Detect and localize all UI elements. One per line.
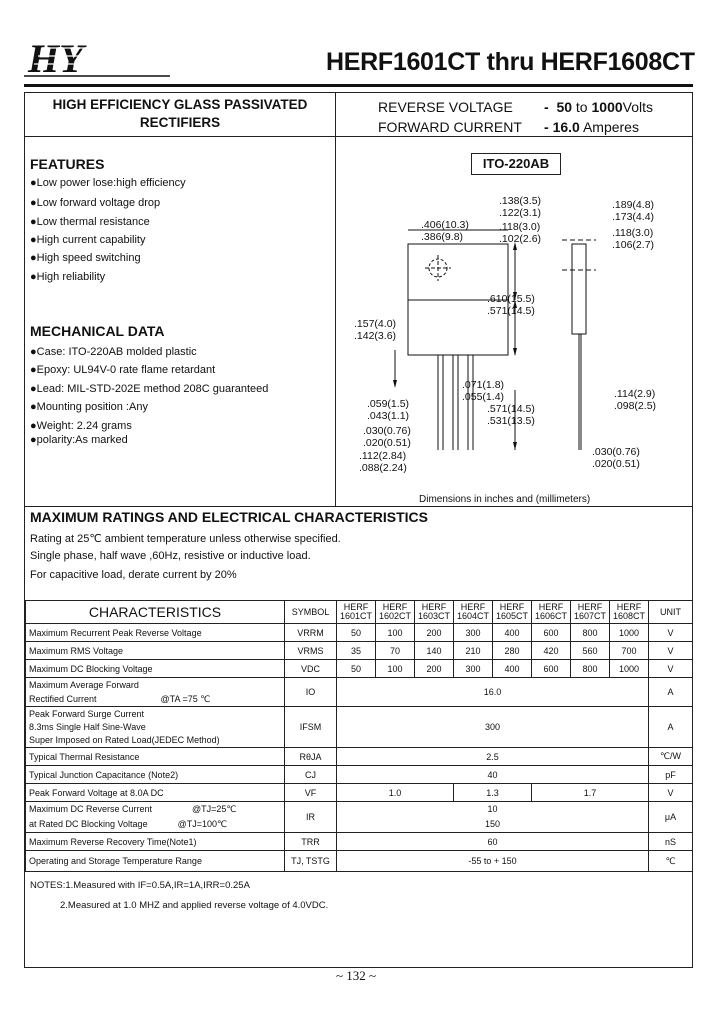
dim-label: .059(1.5) .043(1.1) — [367, 398, 410, 422]
package-body-top — [408, 244, 508, 300]
dim-label: .030(0.76) .020(0.51) — [363, 425, 411, 449]
feature-item: ●Low power lose:high efficiency — [30, 177, 186, 189]
forward-current-rating — [378, 117, 653, 137]
header-part: HERF 1603CT — [415, 601, 454, 624]
mechanical-item: ●Epoxy: UL94V-0 rate flame retardant — [30, 364, 216, 376]
dim-label: .030(0.76) .020(0.51) — [592, 446, 640, 470]
table-row-surge-current: Peak Forward Surge Current 8.3ms Single Half Sine-Wave Super Imposed on Rated Load(JEDEC Method) IFSM 300 A — [26, 707, 693, 748]
header-part: HERF 1605CT — [493, 601, 532, 624]
dim-label: .118(3.0) .102(2.6) — [499, 221, 542, 245]
brand-logo-text: HY — [28, 36, 84, 80]
reverse-voltage-min: 50 — [556, 99, 573, 115]
dim-label: .189(4.8) .173(4.4) — [612, 199, 655, 223]
characteristics-table — [25, 600, 693, 872]
header-part: HERF 1602CT — [376, 601, 415, 624]
mechanical-item: ●Lead: MIL-STD-202E method 208C guaranteed — [30, 383, 269, 395]
ratings-note: For capacitive load, derate current by 20% — [30, 569, 237, 581]
mechanical-item: ●polarity:As marked — [30, 434, 128, 446]
mechanical-title: MECHANICAL DATA — [30, 323, 165, 339]
dimension-arrow — [513, 348, 517, 356]
ratings-note: Single phase, half wave ,60Hz, resistive or inductive load. — [30, 550, 311, 562]
forward-current-dash: - — [544, 119, 549, 135]
table-row: Maximum Recurrent Peak Reverse Voltage VRRM 50 100 200 300 400 600 800 1000 V — [26, 624, 693, 642]
table-row-recovery-time: Maximum Reverse Recovery Time(Note1) TRR 60 nS — [26, 833, 693, 851]
reverse-voltage-label: REVERSE VOLTAGE — [378, 99, 513, 115]
feature-item: ●High current capability — [30, 234, 146, 246]
ratings-title: MAXIMUM RATINGS AND ELECTRICAL CHARACTERISTICS — [30, 509, 428, 525]
dim-label: .114(2.9) .098(2.5) — [614, 388, 657, 412]
product-line-2: RECTIFIERS — [139, 115, 221, 130]
table-row-forward-voltage: Peak Forward Voltage at 8.0A DC VF 1.0 1.3 1.7 V — [26, 784, 693, 802]
mechanical-item: ●Case: ITO-220AB molded plastic — [30, 346, 197, 358]
dim-label: .118(3.0) .106(2.7) — [612, 227, 655, 251]
table-row: Maximum RMS Voltage VRMS 35 70 140 210 280 420 560 700 V — [26, 642, 693, 660]
feature-item: ●High speed switching — [30, 252, 141, 264]
reverse-voltage-unit: Volts — [622, 99, 654, 115]
header-characteristics: CHARACTERISTICS — [26, 601, 285, 624]
reverse-voltage-dash: - — [544, 99, 549, 115]
table-row-reverse-current: Maximum DC Reverse Current @TJ=25℃ at Rated DC Blocking Voltage @TJ=100℃ IR 10 150 μA — [26, 802, 693, 833]
dim-label: .112(2.84) .088(2.24) — [359, 450, 407, 474]
table-row-junction-capacitance: Typical Junction Capacitance (Note2) CJ 40 pF — [26, 766, 693, 784]
title-rule — [24, 84, 693, 87]
table-row-temperature-range: Operating and Storage Temperature Range TJ, TSTG -55 to + 150 ℃ — [26, 851, 693, 872]
key-ratings — [378, 97, 653, 137]
feature-item: ●High reliability — [30, 271, 106, 283]
reverse-voltage-rating — [378, 97, 653, 117]
brand-logo — [22, 36, 172, 80]
forward-current-unit: Amperes — [582, 119, 639, 135]
dimension-arrow — [513, 442, 517, 450]
dim-label: .571(14.5) .531(13.5) — [487, 403, 535, 427]
header-symbol: SYMBOL — [285, 601, 337, 624]
header-unit: UNIT — [649, 601, 693, 624]
dim-label: .406(10.3) .386(9.8) — [421, 219, 469, 243]
divider-ratings — [25, 506, 692, 507]
feature-item: ●Low thermal resistance — [30, 216, 150, 228]
dim-label: .157(4.0) .142(3.6) — [354, 318, 397, 342]
package-name: ITO-220AB — [471, 153, 561, 175]
header-part: HERF 1607CT — [571, 601, 610, 624]
header-part: HERF 1604CT — [454, 601, 493, 624]
table-row-average-forward-current: Maximum Average Forward Rectified Current @TA =75 ℃ IO 16.0 A — [26, 678, 693, 707]
forward-current-label: FORWARD CURRENT — [378, 119, 522, 135]
ratings-note: Rating at 25℃ ambient temperature unless otherwise specified. — [30, 533, 341, 545]
header-part: HERF 1601CT — [337, 601, 376, 624]
dimensions-caption: Dimensions in inches and (millimeters) — [419, 494, 591, 505]
mechanical-item: ●Mounting position :Any — [30, 401, 148, 413]
notes-line-2: 2.Measured at 1.0 MHZ and applied reverse voltage of 4.0VDC. — [60, 900, 329, 911]
product-line-1: HIGH EFFICIENCY GLASS PASSIVATED — [52, 97, 308, 112]
product-description — [30, 96, 330, 132]
forward-current-value: 16.0 — [552, 119, 580, 135]
dim-label: .610(15.5) .571(14.5) — [487, 293, 535, 317]
dim-label: .138(3.5) .122(3.1) — [499, 195, 542, 219]
table-row: Maximum DC Blocking Voltage VDC 50 100 200 300 400 600 800 1000 V — [26, 660, 693, 678]
table-header-row — [26, 601, 693, 624]
page-title: HERF1601CT thru HERF1608CT — [326, 48, 695, 76]
side-profile — [572, 244, 586, 334]
reverse-voltage-to: to — [575, 99, 588, 115]
table-row-thermal-resistance: Typical Thermal Resistance RθJA 2.5 ℃/W — [26, 748, 693, 766]
feature-item: ●Low forward voltage drop — [30, 197, 161, 209]
mechanical-item: ●Weight: 2.24 grams — [30, 420, 132, 432]
notes-line-1: NOTES:1.Measured with IF=0.5A,IR=1A,IRR=0.25A — [30, 880, 250, 891]
header-part: HERF 1606CT — [532, 601, 571, 624]
dim-label: .071(1.8) .055(1.4) — [462, 379, 505, 403]
reverse-voltage-max: 1000 — [591, 99, 623, 115]
header-part: HERF 1608CT — [610, 601, 649, 624]
dimension-arrow — [393, 380, 397, 388]
page-number: ~ 132 ~ — [336, 968, 377, 983]
features-title: FEATURES — [30, 156, 105, 172]
